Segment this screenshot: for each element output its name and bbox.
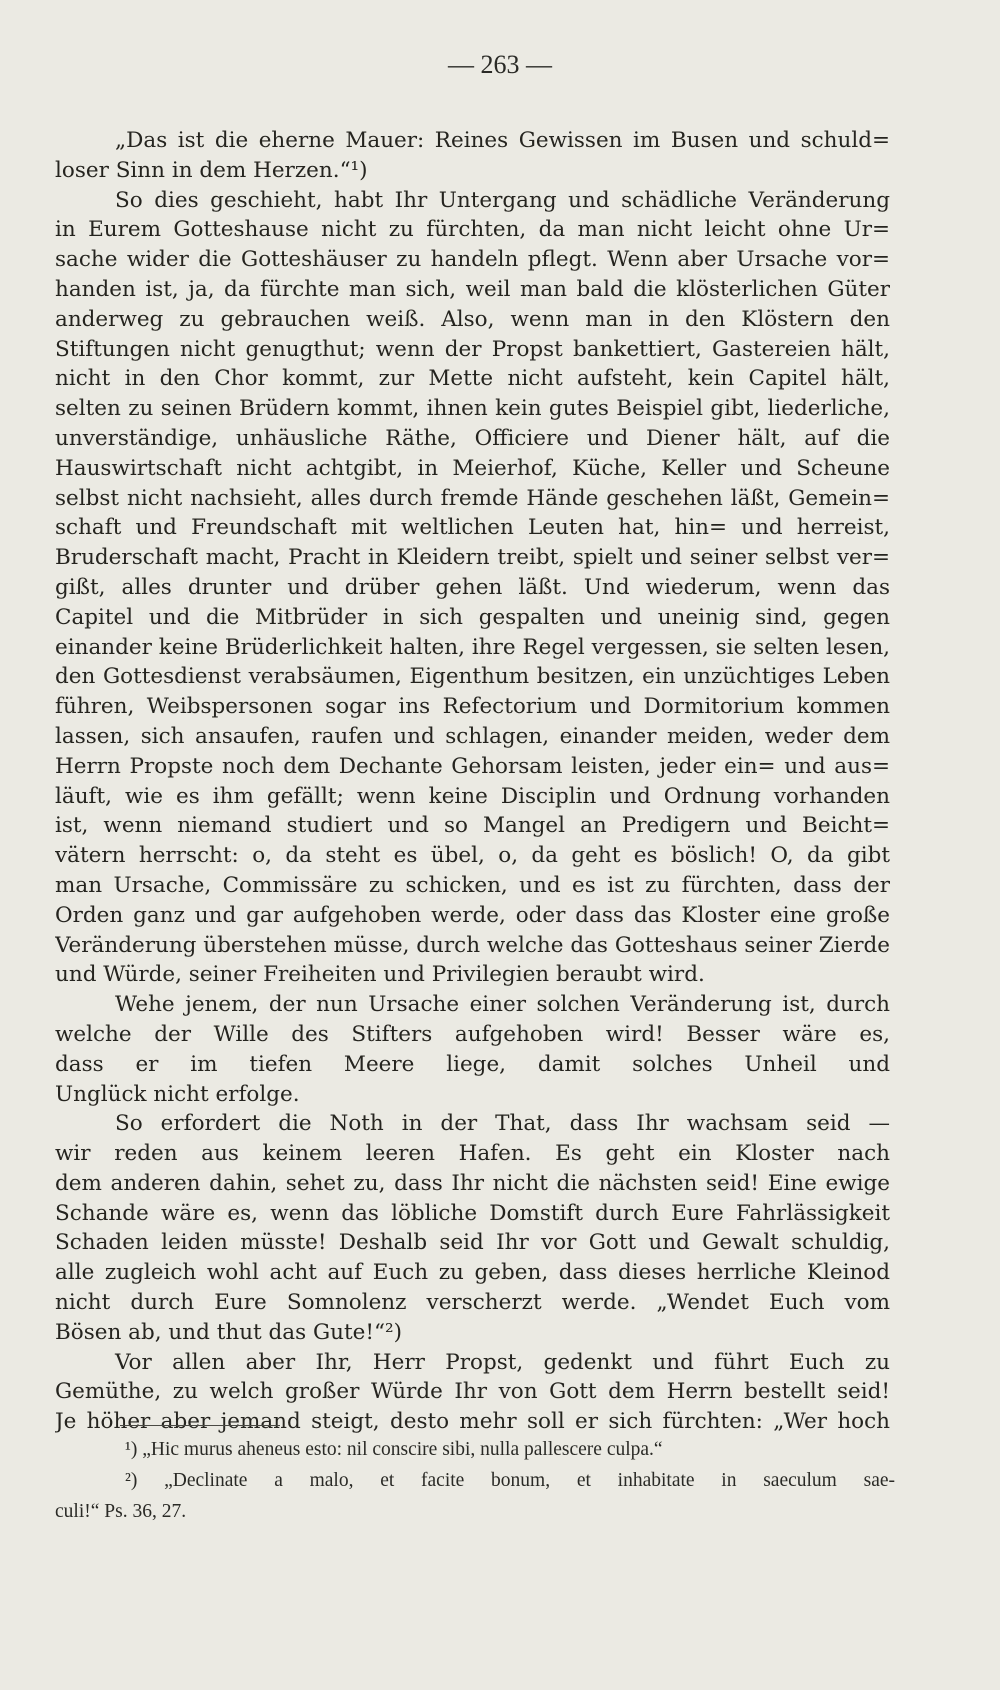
text-line: So erfordert die Noth in der That, dass Ihr wachsam seid — [115,1111,890,1137]
text-line: Hauswirtschaft nicht achtgibt, in Meierhof, Küche, Keller und Scheune [55,455,890,481]
text-line: dass er im tiefen Meere liege, damit solches Unheil und [55,1051,890,1077]
footnote-rule [120,1425,280,1426]
text-line: läuft, wie es ihm gefällt; wenn keine Disciplin und Ordnung vorhanden [55,783,890,809]
text-line: in Eurem Gotteshause nicht zu fürchten, da man nicht leicht ohne Ur= [55,217,890,243]
text-line: loser Sinn in dem Herzen.“¹) [55,157,368,183]
text-line: „Das ist die eherne Mauer: Reines Gewissen im Busen und schuld= [115,128,890,153]
text-line: und Würde, seiner Freiheiten und Privilegien beraubt wird. [55,962,705,988]
text-line: Capitel und die Mitbrüder in sich gespalten und uneinig sind, gegen [55,604,890,630]
text-line: alle zugleich wohl acht auf Euch zu geben, dass dieses herrliche Kleinod [55,1260,890,1286]
text-line: vätern herrscht: o, da steht es übel, o, da geht es böslich! O, da gibt [55,843,890,869]
text-line: anderweg zu gebrauchen weiß. Also, wenn man in den Klöstern den [55,306,890,332]
text-line: dem anderen dahin, sehet zu, dass Ihr nicht die nächsten seid! Eine ewige [55,1170,890,1196]
text-line: welche der Wille des Stifters aufgehoben wird! Besser wäre es, [55,1021,890,1047]
text-line: selten zu seinen Brüdern kommt, ihnen kein gutes Beispiel gibt, liederliche, [55,396,890,422]
text-line: nicht in den Chor kommt, zur Mette nicht aufsteht, kein Capitel hält, [55,366,890,392]
text-line: schaft und Freundschaft mit weltlichen Leuten hat, hin= und herreist, [55,515,890,541]
text-line: einander keine Brüderlichkeit halten, ihre Regel vergessen, sie selten lesen, [55,634,890,660]
text-line: nicht durch Eure Somnolenz verscherzt werde. „Wendet Euch vom [55,1290,890,1316]
footnotes [55,1434,895,1527]
text-line: lassen, sich ansaufen, raufen und schlagen, einander meiden, weder dem [55,723,890,749]
text-line: man Ursache, Commissäre zu schicken, und es ist zu fürchten, dass der [55,872,890,898]
text-line: sache wider die Gotteshäuser zu handeln pflegt. Wenn aber Ursache vor= [55,247,890,273]
text-line: Gemüthe, zu welch großer Würde Ihr von Gott dem Herrn bestellt seid! [55,1379,890,1405]
text-line: Je höher aber jemand steigt, desto mehr soll er sich fürchten: „Wer hoch [55,1409,890,1435]
page-number: — 263 — [448,50,552,79]
text-line: handen ist, ja, da fürchte man sich, weil man bald die klösterlichen Güter [55,276,890,302]
text-line: führen, Weibspersonen sogar ins Refectorium und Dormitorium kommen [55,694,890,720]
text-line: gißt, alles drunter und drüber gehen läßt. Und wiederum, wenn das [55,574,890,600]
text-line: Schande wäre es, wenn das löbliche Domstift durch Eure Fahrlässigkeit [55,1200,890,1226]
footnote-line: culi!“ Ps. 36, 27. [55,1501,187,1522]
text-line: ist, wenn niemand studiert und so Mangel an Predigern und Beicht= [55,813,890,839]
text-line: Stiftungen nicht genugthut; wenn der Propst bankettiert, Gastereien hält, [55,336,890,362]
text-line: Herrn Propste noch dem Dechante Gehorsam leisten, jeder ein= und aus= [55,753,890,779]
text-line: Wehe jenem, der nun Ursache einer solchen Veränderung ist, durch [115,992,890,1018]
text-line: wir reden aus keinem leeren Hafen. Es geht ein Kloster nach [55,1141,890,1167]
text-line: Veränderung überstehen müsse, durch welche das Gotteshaus seiner Zierde [55,932,890,958]
text-line: Bruderschaft macht, Pracht in Kleidern treibt, spielt und seiner selbst ver= [55,545,890,571]
text-line: den Gottesdienst verabsäumen, Eigenthum besitzen, ein unzüchtiges Leben [55,664,890,690]
text-line: Bösen ab, und thut das Gute!“²) [55,1319,403,1345]
footnote-line: ²) „Declinate a malo, et facite bonum, et inhabitate in saeculum sae- [125,1470,895,1491]
text-line: So dies geschieht, habt Ihr Untergang und schädliche Veränderung [115,187,890,213]
text-line: Schaden leiden müsste! Deshalb seid Ihr vor Gott und Gewalt schuldig, [55,1230,890,1256]
text-line: unverständige, unhäusliche Räthe, Officiere und Diener hält, auf die [55,425,890,451]
text-line: Unglück nicht erfolge. [55,1081,300,1107]
text-line: Vor allen aber Ihr, Herr Propst, gedenkt und führt Euch zu [115,1349,890,1375]
text-line: Orden ganz und gar aufgehoben werde, oder dass das Kloster eine große [55,902,890,928]
text-line: selbst nicht nachsieht, alles durch fremde Hände geschehen läßt, Gemein= [55,485,890,511]
footnote-line: ¹) „Hic murus aheneus esto: nil conscire sibi, nulla pallescere culpa.“ [125,1439,663,1460]
body-text [55,126,890,1437]
